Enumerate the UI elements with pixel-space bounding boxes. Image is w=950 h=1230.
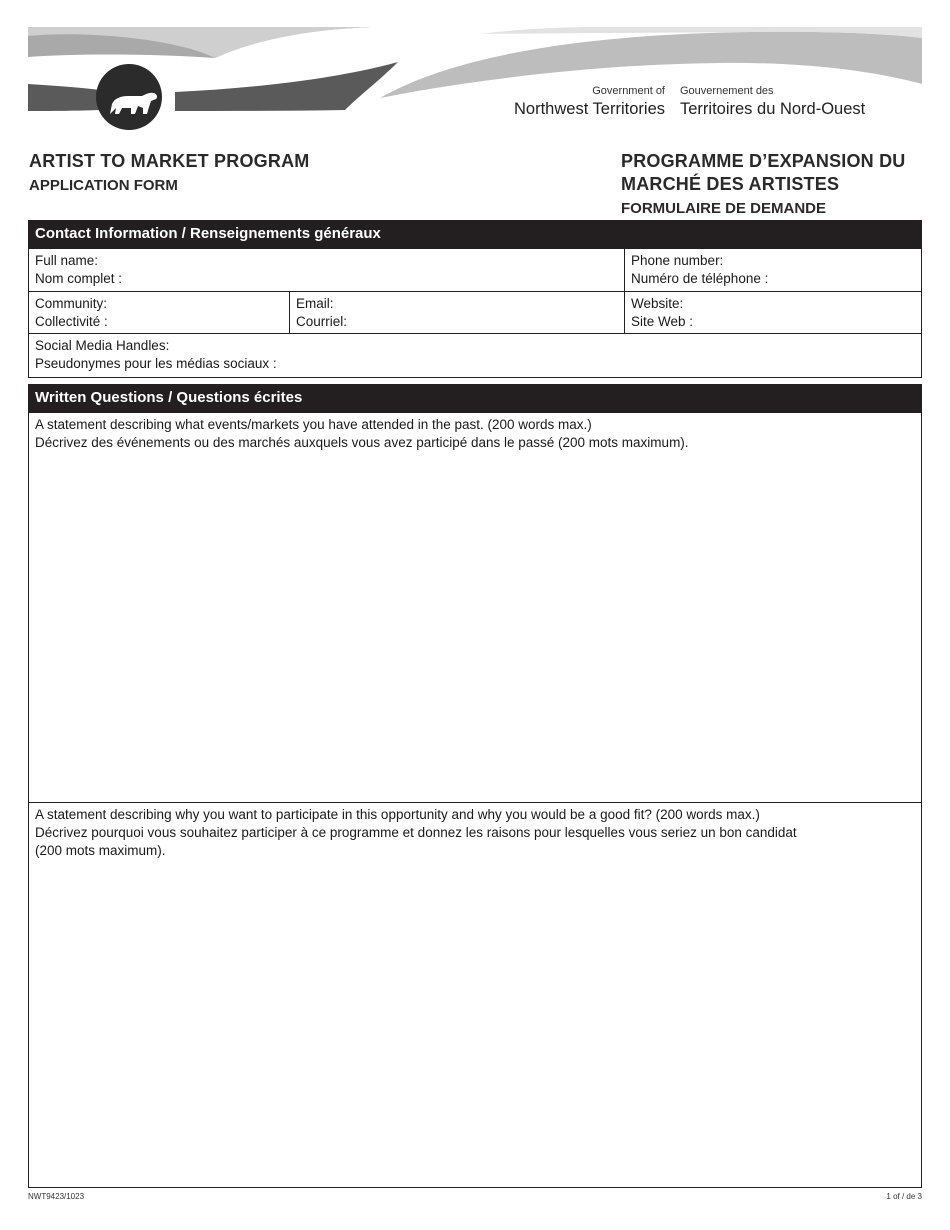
community-label-fr: Collectivité :: [35, 314, 108, 329]
contact-section-heading: Contact Information / Renseignements généraux: [28, 220, 922, 248]
form-subtitle-en: APPLICATION FORM: [29, 177, 178, 194]
q1-prompt-en: A statement describing what events/markets you have attended in the past. (200 words max.): [35, 417, 592, 432]
contact-table: [28, 248, 922, 378]
program-title-en: ARTIST TO MARKET PROGRAM: [29, 151, 310, 171]
email-field[interactable]: [290, 292, 624, 333]
email-label-en: Email:: [296, 296, 334, 311]
form-code: NWT9423/1023: [28, 1192, 85, 1201]
gov-name-fr: [680, 86, 865, 118]
website-label-en: Website:: [631, 296, 684, 311]
community-label-en: Community:: [35, 296, 108, 311]
q2-prompt-fr-line2: (200 mots maximum).: [35, 843, 166, 858]
form-title-en: [29, 150, 309, 196]
full-name-label-en: Full name:: [35, 253, 99, 268]
banner-swoosh-bottom-left: [28, 84, 100, 111]
q2-answer-area[interactable]: [29, 803, 921, 1187]
banner-swoosh-mid: [175, 62, 398, 111]
social-media-field[interactable]: [29, 334, 921, 377]
polar-bear-logo: [96, 64, 162, 130]
program-title-fr-line1: PROGRAMME D’EXPANSION DU: [621, 151, 906, 171]
form-title-fr: [621, 150, 941, 219]
q2-prompt-en: A statement describing why you want to participate in this opportunity and why you would be a good fit? (200 words max.): [35, 807, 760, 822]
program-title-fr-line2: MARCHÉ DES ARTISTES: [621, 174, 840, 194]
social-label-en: Social Media Handles:: [35, 338, 170, 353]
full-name-field[interactable]: [29, 249, 624, 291]
q2-prompt-fr-line1: Décrivez pourquoi vous souhaitez participer à ce programme et donnez les raisons pour lesquelles vous seriez un bon candidat: [35, 825, 797, 840]
q1-prompt-fr: Décrivez des événements ou des marchés auxquels vous avez participé dans le passé (200 mots maximum).: [35, 435, 689, 450]
community-field[interactable]: [29, 292, 289, 333]
written-section-heading: Written Questions / Questions écrites: [28, 384, 922, 412]
website-field[interactable]: [625, 292, 921, 333]
q1-answer-area[interactable]: [29, 413, 921, 802]
written-questions-table: [28, 412, 922, 1188]
gov-name-en: [514, 86, 665, 118]
full-name-label-fr: Nom complet :: [35, 271, 123, 286]
gov-fr-small: Gouvernement des: [680, 85, 774, 97]
gov-en-small: Government of: [592, 85, 665, 97]
website-label-fr: Site Web :: [631, 314, 694, 329]
phone-label-fr: Numéro de téléphone :: [631, 271, 769, 286]
page-number: 1 of / de 3: [886, 1192, 922, 1201]
form-subtitle-fr: FORMULAIRE DE DEMANDE: [621, 200, 826, 217]
gov-fr-big: Territoires du Nord-Ouest: [680, 100, 866, 118]
social-label-fr: Pseudonymes pour les médias sociaux :: [35, 356, 277, 371]
phone-field[interactable]: [625, 249, 921, 291]
gov-en-big: Northwest Territories: [514, 100, 665, 118]
phone-label-en: Phone number:: [631, 253, 724, 268]
email-label-fr: Courriel:: [296, 314, 348, 329]
